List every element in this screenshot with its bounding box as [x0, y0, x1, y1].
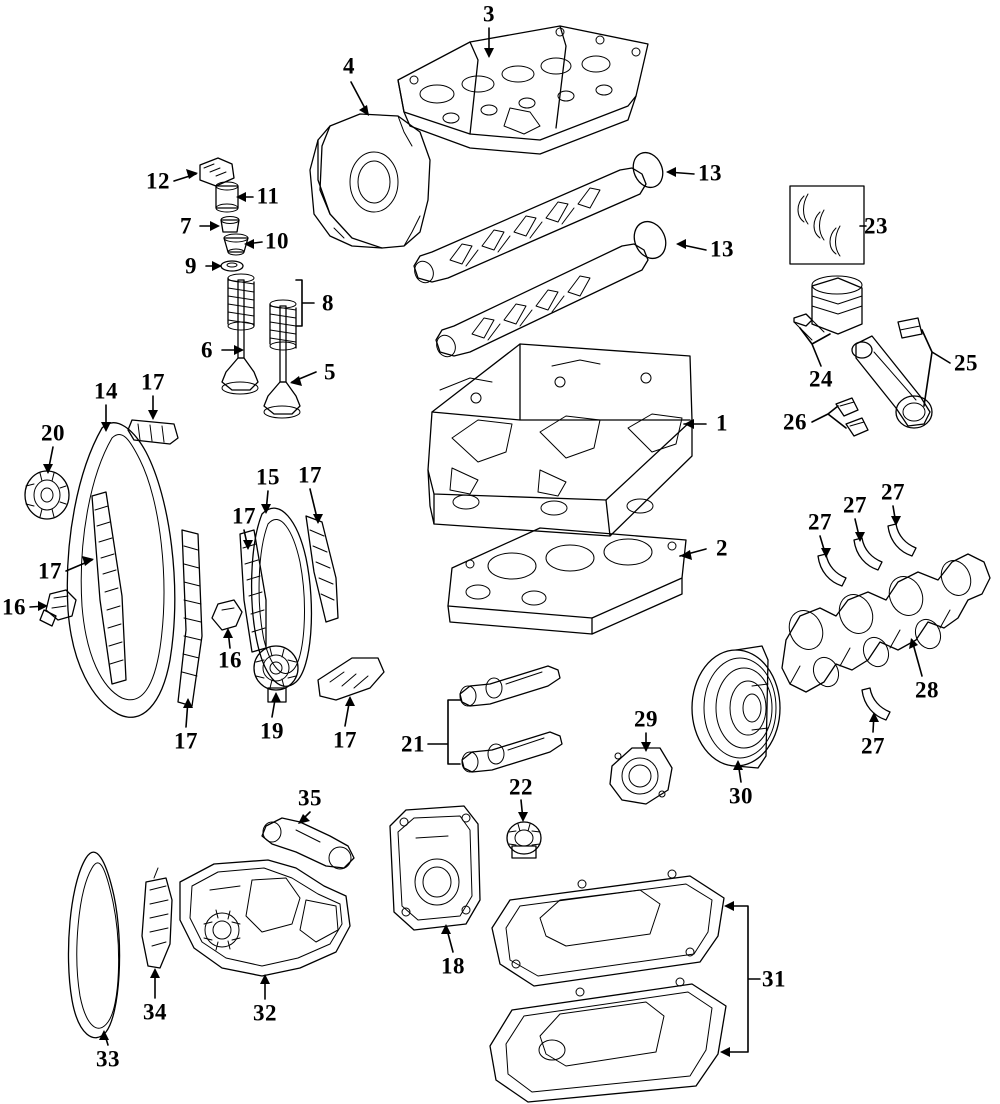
callout-22[interactable]: 22	[509, 774, 533, 800]
callout-31[interactable]: 31	[762, 966, 786, 992]
callout-2[interactable]: 2	[716, 535, 728, 561]
callout-23[interactable]: 23	[864, 213, 888, 239]
part-main-bearing-1	[818, 554, 846, 586]
part-timing-cover	[310, 114, 430, 248]
part-main-bearing-3	[888, 524, 916, 556]
callout-8[interactable]: 8	[322, 290, 334, 316]
part-camshaft-exhaust	[433, 217, 671, 360]
part-chain-guide-left	[92, 492, 126, 684]
part-rod-bearing	[836, 398, 868, 436]
callout-13-exhaust[interactable]: 13	[710, 236, 734, 262]
callout-1[interactable]: 1	[716, 410, 728, 436]
callout-28[interactable]: 28	[915, 677, 939, 703]
part-balance-shafts	[460, 666, 562, 772]
part-valve-lifter	[216, 182, 238, 212]
part-valve-spring-intake	[228, 274, 254, 330]
part-valve-keeper	[221, 217, 239, 233]
callout-17d[interactable]: 17	[232, 503, 256, 529]
part-main-bearing-2	[854, 538, 882, 570]
part-crankshaft	[782, 554, 990, 692]
part-cylinder-head	[428, 344, 692, 536]
part-crankshaft-pulley	[692, 646, 780, 768]
callout-26[interactable]: 26	[783, 409, 807, 435]
callout-10[interactable]: 10	[265, 228, 289, 254]
part-oil-pump-sprocket	[507, 822, 541, 858]
callout-4[interactable]: 4	[343, 53, 355, 79]
callout-32[interactable]: 32	[253, 1000, 277, 1026]
callout-33[interactable]: 33	[96, 1046, 120, 1072]
part-oil-pump-chain	[68, 852, 119, 1038]
callout-27d[interactable]: 27	[861, 733, 885, 759]
part-crankshaft-sprocket	[25, 471, 69, 519]
part-camshaft-intake	[411, 148, 668, 286]
part-connecting-rod	[852, 318, 932, 428]
part-chain-tensioner-left	[40, 590, 76, 626]
part-valve-stem-seal	[224, 234, 248, 255]
callout-29[interactable]: 29	[634, 706, 658, 732]
callout-12[interactable]: 12	[146, 168, 170, 194]
part-chain-guide-right	[178, 530, 202, 706]
callout-20[interactable]: 20	[41, 420, 65, 446]
part-oil-pickup-tube	[262, 818, 354, 869]
part-chain-guide-sec-right	[306, 516, 338, 622]
part-chain-tensioner-mid	[212, 600, 242, 630]
callout-17f[interactable]: 17	[333, 727, 357, 753]
callout-24[interactable]: 24	[809, 366, 833, 392]
part-spring-seat	[221, 261, 243, 271]
callout-16b[interactable]: 16	[218, 647, 242, 673]
callout-17e[interactable]: 17	[298, 462, 322, 488]
callout-3[interactable]: 3	[483, 1, 495, 27]
callout-6[interactable]: 6	[201, 337, 213, 363]
callout-25[interactable]: 25	[954, 350, 978, 376]
callout-11[interactable]: 11	[256, 183, 280, 209]
part-oil-pump-chain-guide	[142, 868, 172, 968]
callout-27c[interactable]: 27	[881, 479, 905, 505]
part-rear-main-seal	[610, 748, 672, 804]
callout-17[interactable]: 17	[141, 369, 165, 395]
callout-16[interactable]: 16	[2, 594, 26, 620]
part-head-gasket	[448, 528, 686, 634]
part-chain-guide-top	[128, 420, 178, 444]
callout-5[interactable]: 5	[324, 359, 336, 385]
part-oil-pan-lower	[490, 978, 726, 1102]
callout-14[interactable]: 14	[94, 378, 118, 404]
part-oil-pump	[180, 860, 350, 976]
callout-27b[interactable]: 27	[843, 492, 867, 518]
callout-19[interactable]: 19	[260, 718, 284, 744]
part-front-oil-seal-housing	[390, 806, 480, 930]
part-piston	[794, 276, 862, 340]
callout-30[interactable]: 30	[729, 783, 753, 809]
part-timing-chain	[67, 423, 174, 718]
callout-21[interactable]: 21	[401, 731, 425, 757]
part-chain-guide-lower	[318, 658, 384, 700]
callout-18[interactable]: 18	[441, 953, 465, 979]
part-oil-pan-upper	[492, 870, 724, 986]
part-timing-chain-secondary	[252, 508, 312, 686]
callout-15[interactable]: 15	[256, 464, 280, 490]
callout-34[interactable]: 34	[143, 999, 167, 1025]
part-valve-cover	[398, 26, 648, 154]
part-valve-spring-exhaust	[270, 300, 296, 350]
callout-35[interactable]: 35	[298, 785, 322, 811]
part-piston-ring-set	[790, 186, 864, 264]
callout-7[interactable]: 7	[180, 213, 192, 239]
callout-13-intake[interactable]: 13	[698, 160, 722, 186]
callout-9[interactable]: 9	[185, 253, 197, 279]
callout-17c[interactable]: 17	[174, 728, 198, 754]
part-thrust-bearing	[862, 688, 890, 720]
callout-17b[interactable]: 17	[38, 558, 62, 584]
callout-27[interactable]: 27	[808, 509, 832, 535]
